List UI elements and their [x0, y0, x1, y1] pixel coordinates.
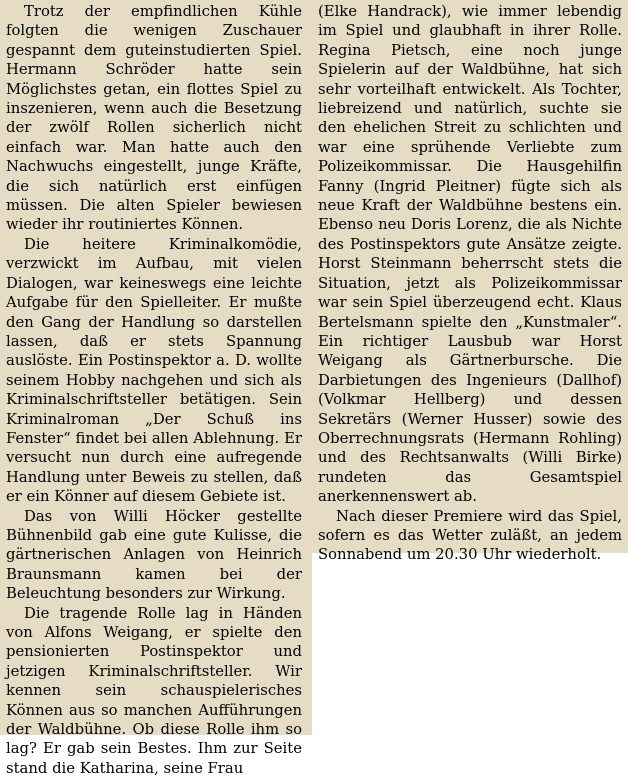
article-paragraph: Trotz der empfindlichen Kühle folgten die wenigen Zuschauer gespannt dem guteinstudierten Spiel. Hermann Schröder hatte sein Möglichstes getan, ein flottes Spiel zu inszenieren, wenn auch die Besetzung der zwölf Rollen sicherlich nicht einfach war. Man hatte auch den Nachwuchs eingestellt, junge Kräfte, die sich natürlich erst einfügen müssen. Die alten Spieler bewiesen wieder ihr routiniertes Können.	[6, 3, 302, 234]
article-paragraph: Das von Willi Höcker gestellte Bühnenbild gab eine gute Kulisse, die gärtnerischen Anlagen von Heinrich Braunsmann kamen bei der Beleuchtung besonders zur Wirkung.	[6, 507, 302, 603]
article-paragraph: Die tragende Rolle lag in Händen von Alfons Weigang, er spielte den pensionierten Postinspektor und jetzigen Kriminalschriftsteller. Wir kennen sein schauspielerisches Können aus so manchen Aufführungen der Waldbühne. Ob diese Rolle ihm so lag? Er gab sein Bestes. Ihm zur Seite stand die Katharina, seine Frau	[6, 604, 302, 777]
article-paragraph: (Elke Handrack), wie immer lebendig im Spiel und glaubhaft in ihrer Rolle. Regina Pietsch, eine noch junge Spielerin auf der Waldbühne, hat sich sehr vorteilhaft entwickelt. Als Tochter, liebreizend und natürlich, suchte sie den ehelichen Streit zu schlichten und war eine sprühende Verliebte zum Polizeikommissar. Die Hausgehilfin Fanny (Ingrid Pleitner) fügte sich als neue Kraft der Waldbühne bestens ein. Ebenso neu Doris Lorenz, die als Nichte des Postinspektors gute Ansätze zeigte. Horst Steinmann beherrscht stets die Situation, jetzt als Polizeikommissar war sein Spiel überzeugend echt. Klaus Bertelsmann spielte den „Kunstmaler“. Ein richtiger Lausbub war Horst Weigang als Gärtnerbursche. Die Darbietungen des Ingenieurs (Dallhof) (Volkmar Hellberg) und dessen Sekretärs (Werner Husser) sowie des Oberrechnungsrats (Hermann Rohling) und des Rechtsanwalts (Willi Birke) rundeten das Gesamtspiel anerkennenswert ab.	[318, 3, 622, 506]
article-paragraph: Die heitere Kriminalkomödie, verzwickt im Aufbau, mit vielen Dialogen, war keineswegs eine leichte Aufgabe für den Spielleiter. Er mußte den Gang der Handlung so darstellen lassen, daß er stets Spannung auslöste. Ein Postinspektor a. D. wollte seinem Hobby nachgehen und sich als Kriminalschriftsteller betätigen. Sein Kriminalroman „Der Schuß ins Fenster“ findet bei allen Ablehnung. Er versucht nun durch eine aufregende Handlung unter Beweis zu stellen, daß er ein Könner auf diesem Gebiete ist.	[6, 235, 302, 506]
article-right-column	[318, 2, 622, 565]
article-left-column	[6, 2, 302, 778]
article-paragraph: Nach dieser Premiere wird das Spiel, sofern es das Wetter zuläßt, an jedem Sonnabend um 20.30 Uhr wiederholt.	[318, 507, 622, 564]
